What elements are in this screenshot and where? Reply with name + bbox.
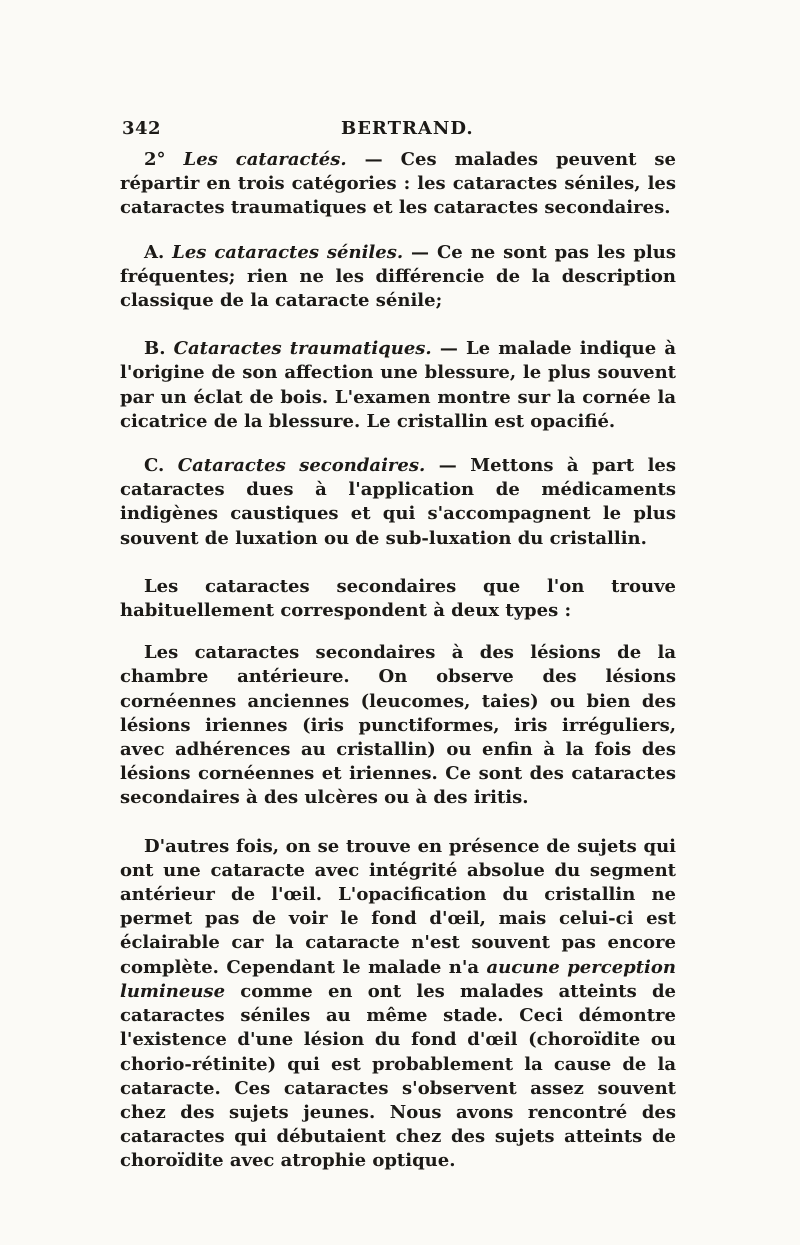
section-text-senile: — Ce ne sont pas les plus fréquentes; rien ne les différencie de la description classique de la cataracte sénile; — [120, 241, 676, 312]
section-number: 2° — [144, 149, 166, 170]
section-heading-senile: Les cataractes séniles. — [172, 241, 404, 263]
body-text — [120, 148, 676, 1174]
paragraph-types-intro: Les cataractes secondaires que l'on trouve habituellement correspondent à deux types : — [120, 575, 676, 622]
section-heading-traumatic: Cataractes traumatiques. — [173, 338, 432, 360]
page-number: 342 — [122, 118, 162, 139]
emphasis-no-light-perception: aucune perception lumineuse — [120, 956, 676, 1002]
section-text-secondary: — Mettons à part les cataractes dues à l'application de médicaments indigènes caustiques et qui s'accompagnent le plus souvent de luxation ou de sub-luxation du cristallin. — [120, 455, 676, 549]
section-heading-cataracts: Les cataractés. — [183, 149, 347, 170]
section-letter-b: B. — [144, 338, 166, 360]
paragraph-secondary — [120, 454, 676, 551]
section-letter-c: C. — [144, 455, 165, 477]
paragraph-anterior-chamber: Les cataractes secondaires à des lésions de la chambre antérieure. On observe des lésions cornéennes anciennes (leucomes, taies) ou bien des lésions iriennes (iris punctiformes, iris irréguliers, avec adhérences au cristallin) ou enfin à la fois des lésions cornéennes et iriennes. Ce sont des cataractes secondaires à des ulcères ou à des iritis. — [120, 642, 676, 809]
other-cases-text-before: D'autres fois, on se trouve en présence de sujets qui ont une cataracte avec intégrité absolue du segment antérieur de l'œil. L'opacification du cristallin ne permet pas de voir le fond d'œil, mais celui-ci est éclairable car la cataracte n'est souvent pas encore complète. Cependant le malade n'a — [120, 835, 676, 978]
section-text-traumatic: — Le malade indique à l'origine de son affection une blessure, le plus souvent par un éclat de bois. L'examen montre sur la cornée la cicatrice de la blessure. Le cristallin est opacifié. — [120, 338, 676, 432]
page-header — [122, 118, 678, 146]
paragraph-other-cases — [120, 835, 676, 1174]
other-cases-text-after: comme en ont les malades atteints de cataractes séniles au même stade. Ceci démontre l'existence d'une lésion du fond d'œil (choroïdite ou chorio-rétinite) qui est probablement la cause de la cataracte. Ces cataractes s'observent assez souvent chez des sujets jeunes. Nous avons rencontré des cataractes qui débutaient chez des sujets atteints de choroïdite avec atrophie optique. — [120, 980, 676, 1172]
section-letter-a: A. — [144, 241, 165, 263]
section-heading-secondary: Cataractes secondaires. — [177, 455, 426, 477]
paragraph-senile — [120, 241, 676, 314]
section-text-intro: — Ces malades peuvent se répartir en trois catégories : les cataractes séniles, les cataractes traumatiques et les cataractes secondaires. — [120, 149, 676, 219]
paragraph-traumatic — [120, 337, 676, 434]
running-head: BERTRAND. — [341, 118, 474, 139]
paragraph-intro — [120, 148, 676, 221]
